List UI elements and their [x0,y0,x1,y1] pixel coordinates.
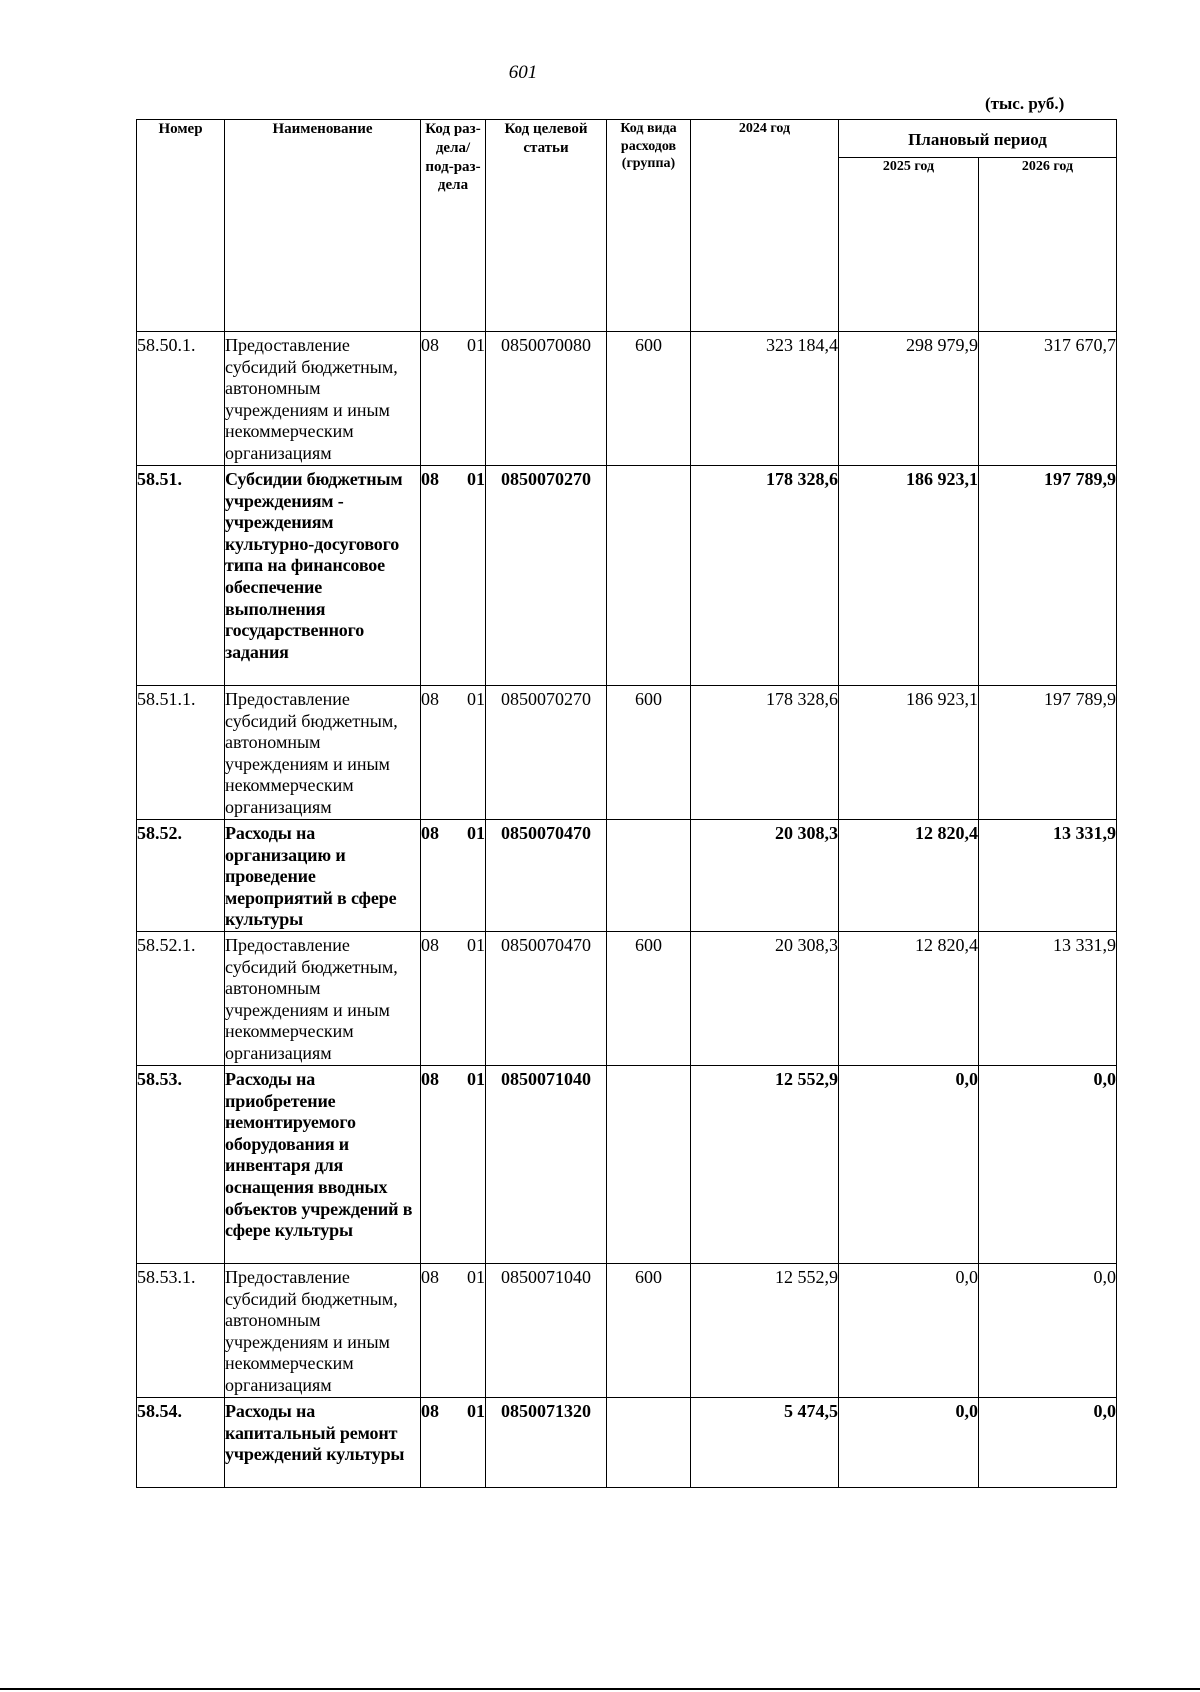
row-expense-type [607,1065,691,1263]
row-amount-2024: 323 184,4 [691,332,839,466]
header-section-code: Код раз-дела/ под-раз-дела [421,120,486,332]
row-amount-2024: 12 552,9 [691,1065,839,1263]
row-amount-2024: 20 308,3 [691,931,839,1065]
row-expense-type: 600 [607,1263,691,1397]
row-razdel: 08 [421,934,439,955]
row-podrazdel: 01 [467,1400,485,1421]
row-amount-2025: 0,0 [839,1397,979,1487]
row-amount-2026: 197 789,9 [979,466,1117,686]
row-name: Субсидии бюджетным учреждениям - учреждениям культурно-досугового типа на финансовое обеспечение выполнения государственного задания [225,466,421,686]
row-target-code: 0850070470 [486,931,607,1065]
row-section-code [421,1397,486,1487]
row-razdel: 08 [421,335,439,355]
header-name: Наименование [225,120,421,332]
row-amount-2024: 5 474,5 [691,1397,839,1487]
header-year-2024: 2024 год [691,120,839,332]
row-target-code: 0850070270 [486,466,607,686]
row-expense-type [607,1397,691,1487]
row-podrazdel: 01 [467,1266,485,1287]
row-razdel: 08 [421,1068,439,1089]
row-amount-2026: 317 670,7 [979,332,1117,466]
row-amount-2024: 178 328,6 [691,466,839,686]
table-row [137,1263,1117,1397]
row-target-code: 0850071320 [486,1397,607,1487]
row-section-code [421,820,486,932]
units-label: (тыс. руб.) [985,94,1065,113]
row-amount-2026: 0,0 [979,1263,1117,1397]
header-planned-period: Плановый период [839,120,1117,158]
table-row [137,686,1117,820]
row-amount-2024: 20 308,3 [691,820,839,932]
row-expense-type [607,820,691,932]
row-podrazdel: 01 [467,469,485,489]
row-amount-2026: 13 331,9 [979,820,1117,932]
row-razdel: 08 [421,469,439,489]
header-year-2026: 2026 год [979,158,1117,332]
table-row [137,332,1117,466]
row-razdel: 08 [421,689,439,709]
header-target-code: Код целевой статьи [486,120,607,332]
table-row [137,820,1117,932]
page-number: 601 [508,62,538,83]
table-row [137,931,1117,1065]
row-number: 58.50.1. [137,332,225,466]
row-section-code [421,1263,486,1397]
row-name: Расходы на капитальный ремонт учреждений культуры [225,1397,421,1487]
row-expense-type: 600 [607,332,691,466]
row-amount-2026: 0,0 [979,1397,1117,1487]
row-section-code [421,466,486,686]
header-year-2025: 2025 год [839,158,979,332]
row-number: 58.53.1. [137,1263,225,1397]
row-name: Предоставление субсидий бюджетным, автономным учреждениям и иным некоммерческим организациям [225,931,421,1065]
row-name: Расходы на организацию и проведение мероприятий в сфере культуры [225,820,421,932]
row-amount-2026: 197 789,9 [979,686,1117,820]
row-podrazdel: 01 [467,689,485,709]
row-number: 58.51. [137,466,225,686]
row-expense-type: 600 [607,686,691,820]
row-amount-2025: 0,0 [839,1263,979,1397]
row-name: Расходы на приобретение немонтируемого оборудования и инвентаря для оснащения вводных объектов учреждений в сфере культуры [225,1065,421,1263]
row-target-code: 0850070080 [486,332,607,466]
row-number: 58.52. [137,820,225,932]
row-razdel: 08 [421,823,439,843]
row-expense-type: 600 [607,931,691,1065]
row-target-code: 0850071040 [486,1065,607,1263]
scan-edge-line [0,1688,1200,1690]
row-section-code [421,931,486,1065]
row-name: Предоставление субсидий бюджетным, автономным учреждениям и иным некоммерческим организациям [225,686,421,820]
row-amount-2025: 186 923,1 [839,466,979,686]
row-podrazdel: 01 [467,934,485,955]
header-expense-type: Код вида расходов (группа) [607,120,691,332]
row-section-code [421,686,486,820]
table-row [137,1397,1117,1487]
row-podrazdel: 01 [467,335,485,355]
row-razdel: 08 [421,1400,439,1421]
row-target-code: 0850070270 [486,686,607,820]
row-target-code: 0850070470 [486,820,607,932]
row-target-code: 0850071040 [486,1263,607,1397]
row-number: 58.51.1. [137,686,225,820]
row-podrazdel: 01 [467,823,485,843]
row-amount-2025: 298 979,9 [839,332,979,466]
row-name: Предоставление субсидий бюджетным, автономным учреждениям и иным некоммерческим организациям [225,1263,421,1397]
row-amount-2025: 0,0 [839,1065,979,1263]
row-number: 58.53. [137,1065,225,1263]
row-amount-2025: 12 820,4 [839,931,979,1065]
row-podrazdel: 01 [467,1068,485,1089]
row-amount-2024: 178 328,6 [691,686,839,820]
row-section-code [421,1065,486,1263]
row-amount-2025: 186 923,1 [839,686,979,820]
header-number: Номер [137,120,225,332]
row-razdel: 08 [421,1266,439,1287]
row-section-code [421,332,486,466]
row-amount-2025: 12 820,4 [839,820,979,932]
row-number: 58.54. [137,1397,225,1487]
row-number: 58.52.1. [137,931,225,1065]
budget-table [136,119,1117,1488]
row-amount-2024: 12 552,9 [691,1263,839,1397]
row-expense-type [607,466,691,686]
table-row [137,1065,1117,1263]
row-name: Предоставление субсидий бюджетным, автономным учреждениям и иным некоммерческим организациям [225,332,421,466]
row-amount-2026: 0,0 [979,1065,1117,1263]
row-amount-2026: 13 331,9 [979,931,1117,1065]
table-body [137,332,1117,1488]
table-row [137,466,1117,686]
